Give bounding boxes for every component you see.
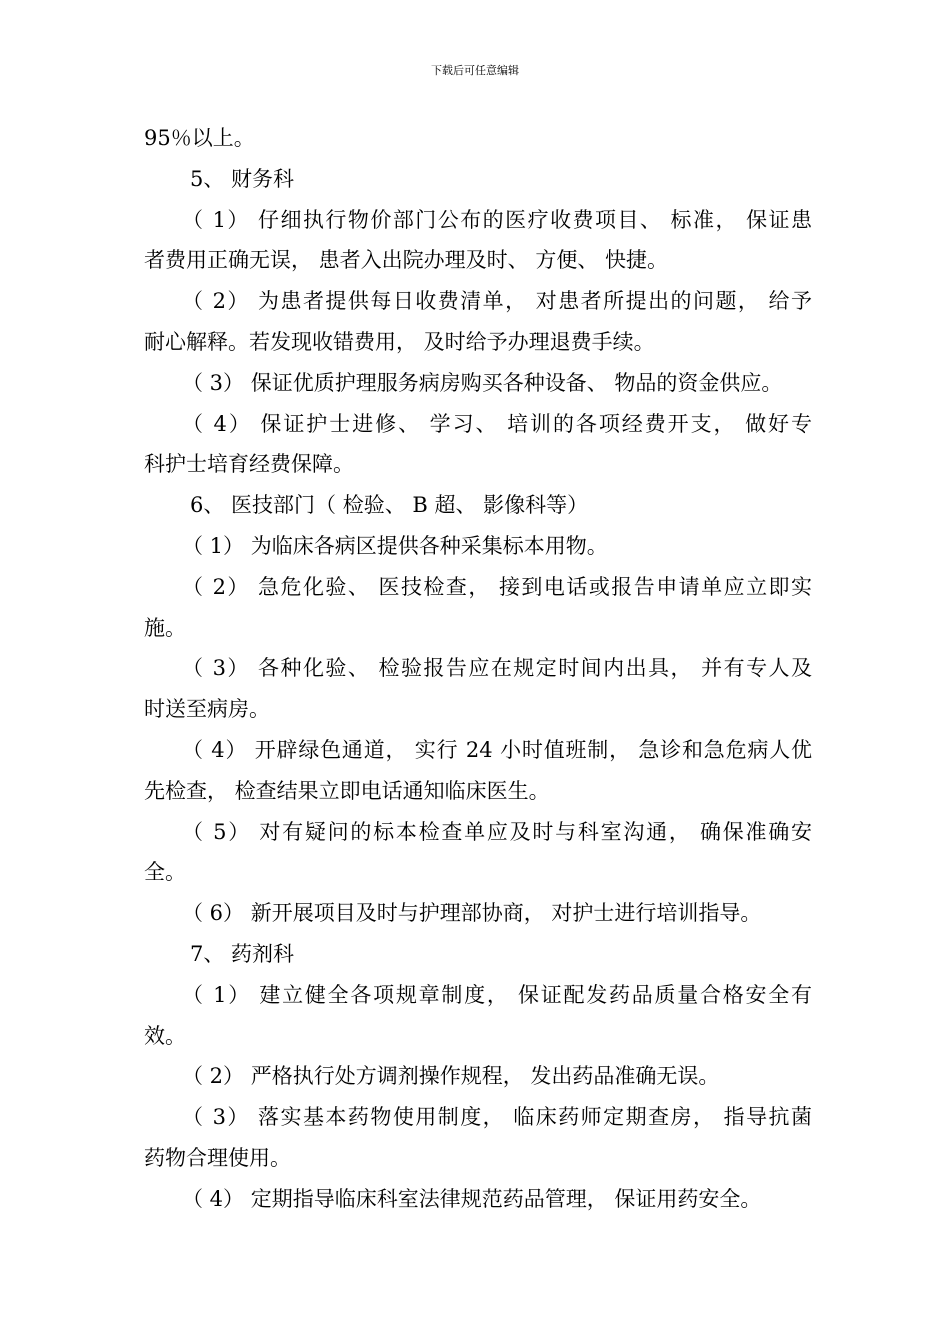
text-line: （ 1） 建立健全各项规章制度， 保证配发药品质量合格安全有 (182, 982, 812, 1007)
text-line: 药物合理使用。 (144, 1145, 291, 1170)
text-line: （ 4） 定期指导临床科室法律规范药品管理， 保证用药安全。 (182, 1186, 762, 1211)
page-header: 下载后可任意编辑 (431, 64, 519, 77)
text-line: （ 3） 保证优质护理服务病房购买各种设备、 物品的资金供应。 (182, 370, 783, 395)
text-line: 时送至病房。 (144, 697, 270, 722)
text-line: 科护士培育经费保障。 (144, 452, 354, 477)
text-line: （ 6） 新开展项目及时与护理部协商， 对护士进行培训指导。 (182, 901, 762, 926)
text-line: （ 5） 对有疑问的标本检查单应及时与科室沟通， 确保准确安 (182, 819, 812, 844)
text-line: （ 1） 仔细执行物价部门公布的医疗收费项目、 标准， 保证患 (182, 207, 812, 232)
text-line: （ 1） 为临床各病区提供各种采集标本用物。 (182, 533, 608, 558)
document-body (144, 118, 812, 1220)
text-line: （ 4） 开辟绿色通道， 实行 24 小时值班制， 急诊和急危病人优 (182, 737, 812, 762)
text-line: （ 4） 保证护士进修、 学习、 培训的各项经费开支， 做好专 (182, 411, 812, 436)
text-line: （ 2） 严格执行处方调剂操作规程， 发出药品准确无误。 (182, 1064, 720, 1089)
text-line: 全。 (144, 860, 186, 885)
text-line: 7、 药剂科 (190, 941, 295, 966)
text-line: 先检查， 检查结果立即电话通知临床医生。 (144, 778, 550, 803)
text-line: 95％以上。 (144, 126, 255, 150)
text-line: 5、 财务科 (190, 166, 295, 191)
text-line: （ 2） 急危化验、 医技检查， 接到电话或报告申请单应立即实 (182, 574, 812, 599)
text-line: （ 3） 落实基本药物使用制度， 临床药师定期查房， 指导抗菌 (182, 1105, 812, 1130)
text-line: 耐心解释。若发现收错费用， 及时给予办理退费手续。 (144, 329, 655, 354)
text-line: 者费用正确无误， 患者入出院办理及时、 方便、 快捷。 (144, 248, 669, 273)
text-line: （ 3） 各种化验、 检验报告应在规定时间内出具， 并有专人及 (182, 656, 812, 681)
text-line: 施。 (144, 615, 186, 640)
text-line: 6、 医技部门（ 检验、 B 超、 影像科等） (190, 493, 589, 518)
text-line: 效。 (144, 1023, 186, 1048)
text-line: （ 2） 为患者提供每日收费清单， 对患者所提出的问题， 给予 (182, 289, 812, 314)
